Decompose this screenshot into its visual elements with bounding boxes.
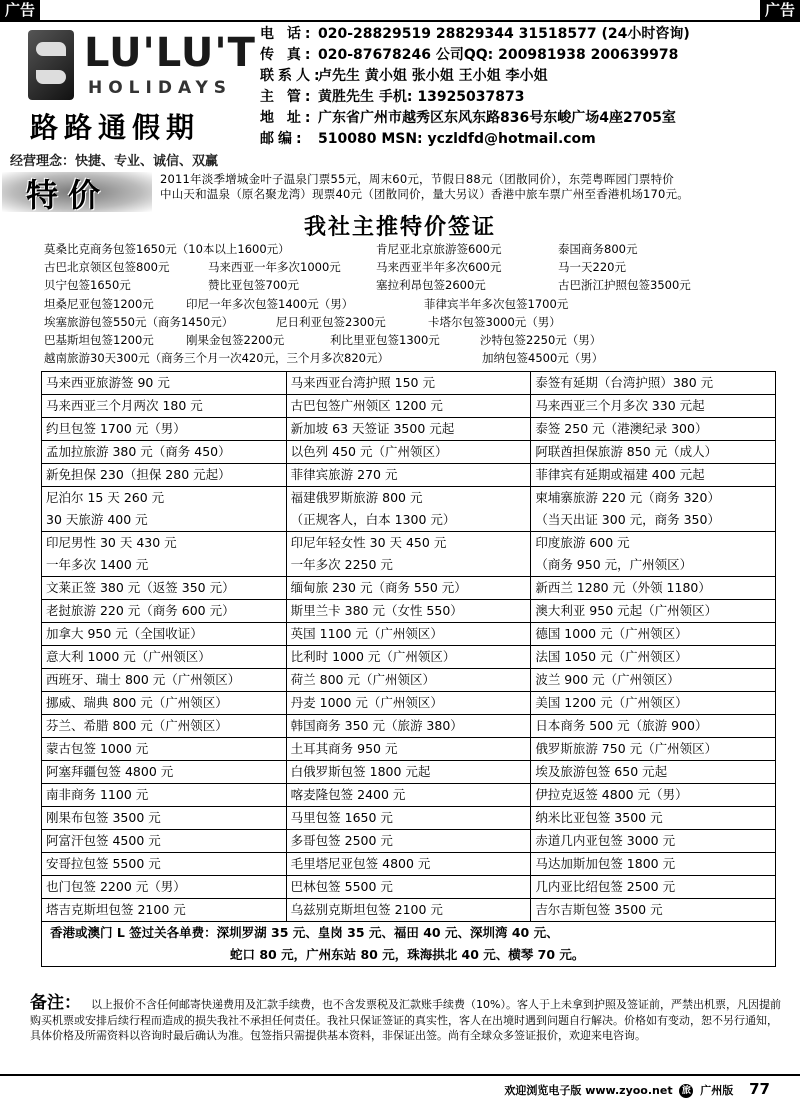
cell-line: 澳大利亚 950 元起（广州领区） (535, 603, 718, 618)
table-row (42, 600, 776, 623)
table-cell (42, 899, 287, 922)
table-row (42, 738, 776, 761)
visa-line: 巴基斯坦包签1200元 刚果金包签2200元 利比里亚包签1300元 沙特包签2250元（男） (44, 332, 602, 347)
cell-line: 英国 1100 元（广州领区） (290, 626, 443, 641)
cell-line: 乌兹别克斯坦包签 2100 元 (290, 902, 443, 917)
table-cell (42, 464, 287, 487)
cell-line: 菲律宾有延期或福建 400 元起 (535, 467, 705, 482)
table-row (42, 646, 776, 669)
cell-line: 芬兰、希腊 800 元（广州领区） (46, 718, 228, 733)
table-cell (286, 715, 531, 738)
cell-line: 泰签 250 元（港澳纪录 300） (535, 421, 708, 436)
table-cell (42, 669, 287, 692)
table-cell (531, 876, 776, 899)
table-cell (531, 669, 776, 692)
cell-line: 蒙古包签 1000 元 (46, 741, 149, 756)
table-cell (531, 715, 776, 738)
table-cell (531, 418, 776, 441)
cell-line: 阿塞拜疆包签 4800 元 (46, 764, 174, 779)
cell-line: 马达加斯加包签 1800 元 (535, 856, 676, 871)
table-cell (42, 853, 287, 876)
cell-line: 印尼男性 30 天 430 元 (46, 535, 177, 550)
cell-line: 德国 1000 元（广州领区） (535, 626, 688, 641)
table-cell (286, 487, 531, 532)
cell-line: 古巴包签广州领区 1200 元 (290, 398, 443, 413)
table-cell (531, 395, 776, 418)
contact-postcode-msn: 邮编: 510080 MSN: yczldfd@hotmail.com (260, 131, 596, 147)
table-cell (531, 600, 776, 623)
table-cell (286, 418, 531, 441)
table-row (42, 441, 776, 464)
table-cell (42, 876, 287, 899)
cell-line: 尼泊尔 15 天 260 元 (46, 490, 165, 505)
main-title: 我社主推特价签证 (303, 214, 496, 240)
table-cell (42, 784, 287, 807)
visa-line: 贝宁包签1650元 赞比亚包签700元 塞拉利昂包签2600元 古巴浙江护照包签3500元 (44, 278, 691, 293)
logo-s-mark-icon (28, 30, 74, 100)
table-cell (42, 623, 287, 646)
cell-line: 挪威、瑞典 800 元（广州领区） (46, 695, 228, 710)
cell-line: 马来西亚台湾护照 150 元 (290, 375, 435, 390)
ad-tag-left: 广告 (0, 0, 40, 20)
cell-line: 印尼年轻女性 30 天 450 元 (290, 535, 447, 550)
table-row (42, 830, 776, 853)
table-cell (286, 623, 531, 646)
table-cell (286, 646, 531, 669)
table-cell (531, 487, 776, 532)
table-cell (42, 395, 287, 418)
table-cell (531, 441, 776, 464)
cell-line: 韩国商务 350 元（旅游 380） (290, 718, 463, 733)
table-row (42, 623, 776, 646)
footer-badge-icon: 旅 (679, 1084, 693, 1098)
table-cell (286, 807, 531, 830)
cell-line: 巴林包签 5500 元 (290, 879, 393, 894)
cell-line: 加拿大 950 元（全国收证） (46, 626, 203, 641)
table-cell (531, 784, 776, 807)
table-cell (42, 532, 287, 577)
cell-line: 荷兰 800 元（广州领区） (290, 672, 435, 687)
visa-price-table (41, 371, 776, 967)
table-row (42, 418, 776, 441)
table-cell (286, 738, 531, 761)
table-cell (531, 692, 776, 715)
table-row (42, 532, 776, 577)
cell-line: 赤道几内亚包签 3000 元 (535, 833, 676, 848)
table-cell (531, 646, 776, 669)
logo-subtitle: HOLIDAYS (88, 78, 233, 98)
bottom-divider (0, 1074, 800, 1076)
table-cell (42, 487, 287, 532)
table-cell (286, 600, 531, 623)
cell-line: 美国 1200 元（广州领区） (535, 695, 688, 710)
cell-line: 以色列 450 元（广州领区） (290, 444, 448, 459)
page-number: 77 (749, 1080, 770, 1098)
table-cell (286, 692, 531, 715)
table-row (42, 464, 776, 487)
cell-line: 一年多次 1400 元 (46, 557, 149, 572)
remarks (30, 993, 788, 1044)
table-row (42, 692, 776, 715)
table-cell (531, 738, 776, 761)
cell-line: 波兰 900 元（广州领区） (535, 672, 680, 687)
cell-line: 俄罗斯旅游 750 元（广州领区） (535, 741, 718, 756)
table-cell (42, 600, 287, 623)
table-cell (531, 532, 776, 577)
cell-line: 菲律宾旅游 270 元 (290, 467, 398, 482)
cell-line: 柬埔寨旅游 220 元（商务 320） (535, 490, 720, 505)
border-fee-cell (42, 922, 776, 967)
cell-line: 马里包签 1650 元 (290, 810, 393, 825)
table-cell (286, 853, 531, 876)
cell-line: 新加坡 63 天签证 3500 元起 (290, 421, 455, 436)
table-cell (286, 830, 531, 853)
cell-line: 土耳其商务 950 元 (290, 741, 398, 756)
table-row (42, 899, 776, 922)
cell-line: 白俄罗斯包签 1800 元起 (290, 764, 431, 779)
cell-line: 福建俄罗斯旅游 800 元 (290, 490, 423, 505)
page-footer (504, 1080, 770, 1098)
promo-text (160, 172, 800, 202)
cell-line: 南非商务 1100 元 (46, 787, 149, 802)
contact-address: 地 址: 广东省广州市越秀区东风东路836号东峻广场4座2705室 (260, 110, 676, 126)
border-fee-line-2: 蛇口 80 元，广州东站 80 元，珠海拱北 40 元、横琴 70 元。 (230, 947, 585, 962)
cell-line: 日本商务 500 元（旅游 900） (535, 718, 708, 733)
border-fee-line-1: 香港或澳门 L 签过关各单费：深圳罗湖 35 元、皇岗 35 元、福田 40 元、深圳湾 40 元、 (50, 925, 559, 940)
cell-line: 泰签有延期（台湾护照）380 元 (535, 375, 714, 390)
table-cell (42, 646, 287, 669)
cell-line: （正规客人，白本 1300 元） (290, 512, 456, 527)
table-cell (531, 464, 776, 487)
cell-line: 斯里兰卡 380 元（女性 550） (290, 603, 463, 618)
cell-line: 纳米比亚包签 3500 元 (535, 810, 663, 825)
table-row (42, 487, 776, 532)
table-row (42, 784, 776, 807)
table-cell (286, 395, 531, 418)
cell-line: 约旦包签 1700 元（男） (46, 421, 186, 436)
promo-line-2: 中山天和温泉（原名聚龙湾）现票40元（团散同价，量大另议）香港中旅车票广州至香港机场170元。 (160, 187, 689, 201)
table-cell (531, 577, 776, 600)
cell-line: 几内亚比绍包签 2500 元 (535, 879, 676, 894)
remarks-label: 备注： (30, 993, 81, 1013)
special-offer-label: 特价 (26, 176, 111, 214)
footer-edition: 广州版 (700, 1084, 734, 1097)
table-cell (531, 807, 776, 830)
cell-line: 印度旅游 600 元 (535, 535, 630, 550)
cell-line: 30 天旅游 400 元 (46, 512, 148, 527)
visa-line: 坦桑尼亚包签1200元 印尼一年多次包签1400元（男） 菲律宾半年多次包签1700元 (44, 296, 569, 311)
table-cell (286, 899, 531, 922)
cell-line: 塔吉克斯坦包签 2100 元 (46, 902, 186, 917)
company-logo (4, 26, 256, 169)
cell-line: 新免担保 230（担保 280 元起） (46, 467, 231, 482)
cell-line: 老挝旅游 220 元（商务 600 元） (46, 603, 235, 618)
table-cell (531, 761, 776, 784)
cell-line: 意大利 1000 元（广州领区） (46, 649, 211, 664)
cell-line: 法国 1050 元（广州领区） (535, 649, 688, 664)
cell-line: 阿联酋担保旅游 850 元（成人） (535, 444, 718, 459)
cell-line: 喀麦隆包签 2400 元 (290, 787, 406, 802)
remarks-text: 以上报价不含任何邮寄快递费用及汇款手续费，也不含发票税及汇款账手续费（10%）。客人于上未拿到护照及签证前，严禁出机票，凡因提前购买机票或安排后续行程而造成的损失我社不承担任何责任。我社只保证签证的真实性，客人在出境时遇到问题自行解决。价格如有变动，恕不另行通知，具体价格及所需资料以咨询时最后确认为准。包签指只需提供基本资料，非保证出签。尚有全球众多签证报价，欢迎来电咨询。 (30, 998, 781, 1042)
cell-line: （当天出证 300 元，商务 350） (535, 512, 720, 527)
table-cell (531, 899, 776, 922)
table-cell (286, 441, 531, 464)
cell-line: 也门包签 2200 元（男） (46, 879, 186, 894)
cell-line: 马来西亚三个月两次 180 元 (46, 398, 203, 413)
table-cell (531, 830, 776, 853)
table-cell (286, 464, 531, 487)
visa-line: 古巴北京领区包签800元 马来西亚一年多次1000元 马来西亚半年多次600元 马一天220元 (44, 260, 626, 275)
cell-line: 丹麦 1000 元（广州领区） (290, 695, 443, 710)
cell-line: 马来西亚旅游签 90 元 (46, 375, 170, 390)
contact-persons: 联系人:卢先生 黄小姐 张小姐 王小姐 李小姐 (260, 68, 548, 84)
table-cell (286, 532, 531, 577)
cell-line: 孟加拉旅游 380 元（商务 450） (46, 444, 231, 459)
top-divider (0, 20, 800, 22)
table-cell (42, 692, 287, 715)
contact-info (260, 24, 800, 150)
cell-line: 马来西亚三个月多次 330 元起 (535, 398, 705, 413)
table-cell (42, 418, 287, 441)
promo-line-1: 2011年淡季增城金叶子温泉门票55元，周末60元，节假日88元（团散同价），东莞粤晖园门票特价 (160, 172, 675, 186)
cell-line: 埃及旅游包签 650 元起 (535, 764, 668, 779)
table-cell (286, 669, 531, 692)
cell-line: 文莱正签 380 元（返签 350 元） (46, 580, 235, 595)
cell-line: 安哥拉包签 5500 元 (46, 856, 161, 871)
contact-fax: 传 真: 020-87678246 公司QQ: 200981938 200639978 (260, 47, 679, 63)
cell-line: 阿富汗包签 4500 元 (46, 833, 161, 848)
table-row (42, 853, 776, 876)
cell-line: 一年多次 2250 元 (290, 557, 393, 572)
business-motto: 经营理念：快捷、专业、诚信、双赢 (10, 154, 219, 169)
table-cell (286, 784, 531, 807)
cell-line: 西班牙、瑞士 800 元（广州领区） (46, 672, 241, 687)
table-cell (286, 372, 531, 395)
table-cell (42, 830, 287, 853)
cell-line: 缅甸旅 230 元（商务 550 元） (290, 580, 467, 595)
footer-website-text: 欢迎浏览电子版 www.zyoo.net (504, 1084, 673, 1097)
cell-line: 刚果布包签 3500 元 (46, 810, 161, 825)
table-cell (531, 623, 776, 646)
cell-line: 毛里塔尼亚包签 4800 元 (290, 856, 431, 871)
contact-manager: 主 管: 黄胜先生 手机: 13925037873 (260, 89, 525, 105)
table-cell (531, 853, 776, 876)
table-row (42, 395, 776, 418)
visa-line: 埃塞旅游包签550元（商务1450元） 尼日利亚包签2300元 卡塔尔包签3000元（男） (44, 314, 561, 329)
table-cell (42, 372, 287, 395)
table-cell (286, 761, 531, 784)
table-row (42, 372, 776, 395)
cell-line: 吉尔吉斯包签 3500 元 (535, 902, 663, 917)
featured-visa-list (44, 240, 800, 367)
table-cell (42, 738, 287, 761)
table-cell (42, 441, 287, 464)
cell-line: 比利时 1000 元（广州领区） (290, 649, 456, 664)
table-cell (42, 577, 287, 600)
table-cell (286, 876, 531, 899)
logo-wordmark: LU'LU'T (84, 30, 256, 76)
table-cell (286, 577, 531, 600)
ad-tag-right: 广告 (760, 0, 800, 20)
table-row (42, 761, 776, 784)
table-cell (42, 761, 287, 784)
table-cell (42, 715, 287, 738)
table-row (42, 715, 776, 738)
cell-line: 多哥包签 2500 元 (290, 833, 393, 848)
table-cell (42, 807, 287, 830)
table-row (42, 577, 776, 600)
cell-line: 新西兰 1280 元（外领 1180） (535, 580, 711, 595)
cell-line: 伊拉克返签 4800 元（男） (535, 787, 688, 802)
contact-phone: 电 话: 020-28829519 28829344 31518577 (24小时咨询) (260, 26, 690, 42)
table-row (42, 876, 776, 899)
table-row (42, 922, 776, 967)
logo-chinese-name: 路路通假期 (30, 111, 201, 144)
table-cell (531, 372, 776, 395)
table-row (42, 807, 776, 830)
table-row (42, 669, 776, 692)
cell-line: （商务 950 元，广州领区） (535, 557, 693, 572)
visa-line: 莫桑比克商务包签1650元（10本以上1600元） 肯尼亚北京旅游签600元 泰国商务800元 (44, 242, 638, 256)
visa-line: 越南旅游30天300元（商务三个月一次420元，三个月多次820元） 加纳包签4500元（男） (44, 351, 604, 366)
